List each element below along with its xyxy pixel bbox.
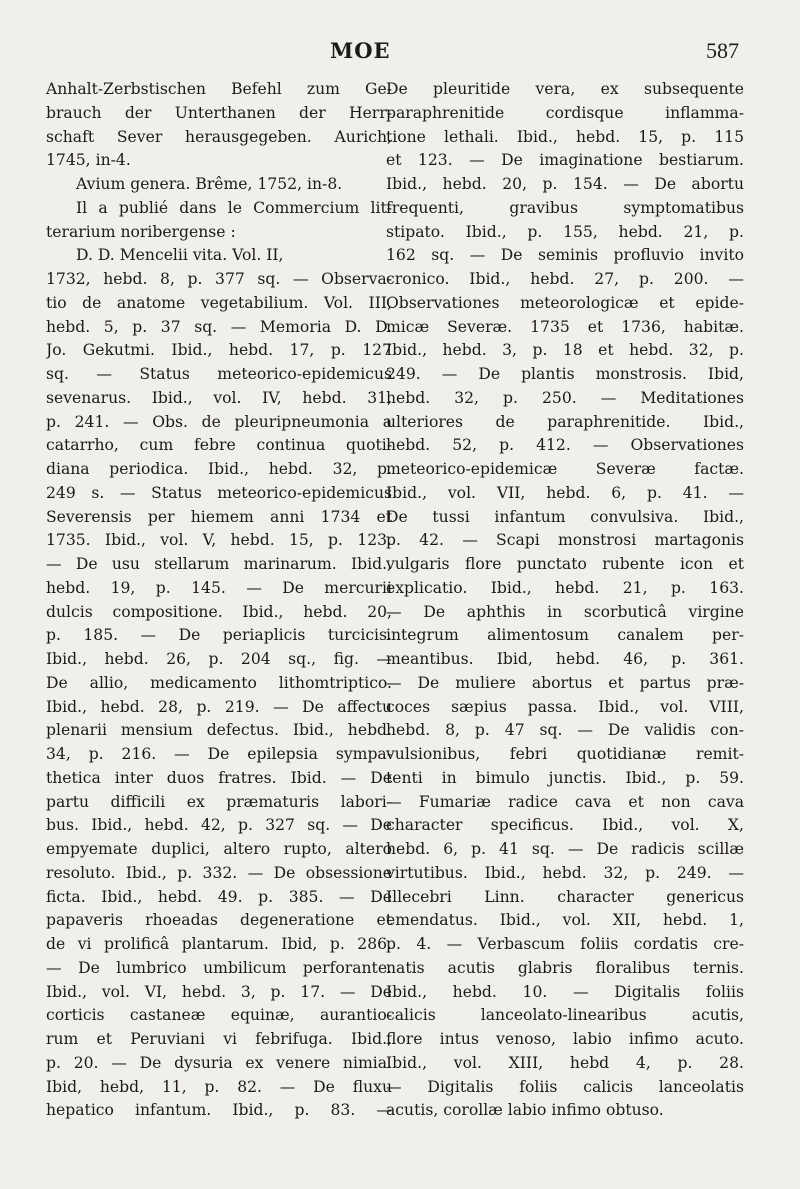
- text-line: papaveris rhoeadas degeneratione et: [46, 911, 392, 930]
- text-line: 249 s. — Status meteorico-epidemicus: [46, 483, 392, 502]
- text-line: natis acutis glabris floralibus ternis.: [386, 958, 744, 977]
- text-line: p. 42. — Scapi monstrosi martagonis: [386, 531, 744, 550]
- text-line: p. 241. — Obs. de pleuripneumonia a: [46, 412, 392, 431]
- text-line: Jo. Gekutmi. Ibid., hebd. 17, p. 127: [46, 341, 392, 360]
- text-line: emendatus. Ibid., vol. XII, hebd. 1,: [386, 911, 744, 930]
- head-word: MOE: [330, 38, 391, 63]
- text-line: de vi prolificâ plantarum. Ibid, p. 286.: [46, 935, 392, 953]
- text-line: calicis lanceolato-linearibus acutis,: [386, 1006, 744, 1025]
- text-line: — De muliere abortus et partus præ-: [386, 673, 744, 692]
- text-line: — De lumbrico umbilicum perforante.: [46, 958, 392, 977]
- text-line: hebd. 6, p. 41 sq. — De radicis scillæ: [386, 840, 744, 858]
- text-line: coces sæpius passa. Ibid., vol. VIII,: [386, 697, 744, 716]
- text-line: corticis castaneæ equinæ, aurantio-: [46, 1006, 392, 1025]
- text-line: terarium noribergense :: [46, 222, 236, 241]
- text-line: Il a publié dans le Commercium lit-: [76, 198, 392, 217]
- page-number: 587: [706, 38, 739, 63]
- text-line: — Fumariæ radice cava et non cava: [386, 792, 744, 811]
- text-line: hebd. 32, p. 250. — Meditationes: [386, 388, 744, 407]
- text-line: acutis, corollæ labio infimo obtuso.: [386, 1101, 664, 1120]
- text-line: Ibid., vol. VI, hebd. 3, p. 17. — De: [46, 982, 392, 1001]
- text-line: Severensis per hiemem anni 1734 et: [46, 507, 392, 526]
- text-line: tione lethali. Ibid., hebd. 15, p. 115: [386, 127, 744, 146]
- text-line: plenarii mensium defectus. Ibid., hebd.: [46, 721, 392, 740]
- text-line: sevenarus. Ibid., vol. IV, hebd. 31,: [46, 388, 392, 407]
- text-line: paraphrenitide cordisque inflamma-: [386, 103, 744, 122]
- text-line: frequenti, gravibus symptomatibus: [386, 198, 744, 217]
- text-line: p. 20. — De dysuria ex venere nimia.: [46, 1053, 392, 1072]
- text-line: Illecebri Linn. character genericus: [386, 887, 744, 906]
- text-line: 1732, hebd. 8, p. 377 sq. — Observa-: [46, 270, 392, 288]
- text-line: hebd. 8, p. 47 sq. — De validis con-: [386, 721, 744, 740]
- text-line: — Digitalis foliis calicis lanceolatis: [386, 1077, 744, 1096]
- text-line: 1735. Ibid., vol. V, hebd. 15, p. 123.: [46, 531, 392, 550]
- text-line: 1745, in-4.: [46, 151, 131, 170]
- text-line: Ibid., hebd. 26, p. 204 sq., fig. —: [46, 650, 392, 668]
- text-line: De tussi infantum convulsiva. Ibid.,: [386, 507, 744, 526]
- text-line: D. D. Mencelii vita. Vol. II,: [76, 246, 284, 265]
- text-line: Ibid., hebd. 28, p. 219. — De affectu: [46, 697, 392, 716]
- text-line: thetica inter duos fratres. Ibid. — De: [46, 768, 392, 787]
- text-line: De allio, medicamento lithomtriptico.: [46, 673, 392, 692]
- text-line: explicatio. Ibid., hebd. 21, p. 163.: [386, 578, 744, 597]
- text-line: schaft Sever herausgegeben. Aurich,: [46, 127, 392, 146]
- text-line: tio de anatome vegetabilium. Vol. III,: [46, 293, 392, 312]
- text-line: character specificus. Ibid., vol. X,: [386, 816, 744, 835]
- text-line: Avium genera. Brême, 1752, in-8.: [76, 175, 343, 193]
- text-line: resoluto. Ibid., p. 332. — De obsessione: [46, 863, 392, 882]
- text-line: hepatico infantum. Ibid., p. 83. —: [46, 1101, 392, 1120]
- text-line: p. 185. — De periaplicis turcicis.: [46, 626, 392, 645]
- text-line: — De aphthis in scorbuticâ virgine: [386, 602, 744, 621]
- text-line: Ibid., hebd. 10. — Digitalis foliis: [386, 982, 744, 1001]
- text-line: dulcis compositione. Ibid., hebd. 20,: [46, 602, 392, 621]
- text-line: ficta. Ibid., hebd. 49. p. 385. — De: [46, 887, 392, 906]
- text-line: 249. — De plantis monstrosis. Ibid,: [386, 365, 744, 383]
- text-line: Ibid, hebd, 11, p. 82. — De fluxu: [46, 1077, 392, 1096]
- text-line: virtutibus. Ibid., hebd. 32, p. 249. —: [386, 863, 744, 882]
- text-line: Ibid., vol. XIII, hebd 4, p. 28.: [386, 1053, 744, 1072]
- running-head: [0, 38, 800, 74]
- text-line: 34, p. 216. — De epilepsia sympa-: [46, 745, 392, 763]
- text-line: vulsionibus, febri quotidianæ remit-: [386, 745, 744, 763]
- right-text-column: [386, 78, 744, 1123]
- text-line: hebd. 52, p. 412. — Observationes: [386, 436, 744, 455]
- text-line: Ibid., hebd. 3, p. 18 et hebd. 32, p.: [386, 341, 744, 360]
- text-line: Observationes meteorologicæ et epide-: [386, 293, 744, 312]
- text-line: p. 4. — Verbascum foliis cordatis cre-: [386, 935, 744, 953]
- text-line: rum et Peruviani vi febrifuga. Ibid.,: [46, 1030, 392, 1048]
- text-line: vulgaris flore punctato rubente icon et: [386, 555, 744, 573]
- text-line: Ibid., hebd. 20, p. 154. — De abortu: [386, 175, 744, 193]
- text-line: et 123. — De imaginatione bestiarum.: [386, 151, 744, 170]
- text-line: tenti in bimulo junctis. Ibid., p. 59.: [386, 768, 744, 787]
- text-line: 162 sq. — De seminis profluvio invito: [386, 246, 744, 265]
- text-line: De pleuritide vera, ex subsequente: [386, 80, 744, 98]
- text-line: bus. Ibid., hebd. 42, p. 327 sq. — De: [46, 816, 392, 835]
- text-line: flore intus venoso, labio infimo acuto.: [386, 1030, 744, 1048]
- text-line: micæ Severæ. 1735 et 1736, habitæ.: [386, 317, 744, 336]
- text-line: — De usu stellarum marinarum. Ibid.,: [46, 555, 392, 573]
- text-line: hebd. 19, p. 145. — De mercurii: [46, 578, 392, 597]
- text-line: Anhalt-Zerbstischen Befehl zum Ge-: [46, 80, 392, 98]
- text-line: ulteriores de paraphrenitide. Ibid.,: [386, 412, 744, 431]
- text-line: catarrho, cum febre continua quoti-: [46, 436, 392, 455]
- text-line: empyemate duplici, altero rupto, altero: [46, 840, 392, 858]
- text-line: meteorico-epidemicæ Severæ factæ.: [386, 460, 744, 478]
- text-line: integrum alimentosum canalem per-: [386, 626, 744, 645]
- text-line: stipato. Ibid., p. 155, hebd. 21, p.: [386, 222, 744, 241]
- text-line: diana periodica. Ibid., hebd. 32, p.: [46, 460, 392, 478]
- text-line: brauch der Unterthanen der Herr-: [46, 103, 392, 122]
- text-line: cronico. Ibid., hebd. 27, p. 200. —: [386, 270, 744, 288]
- text-line: Ibid., vol. VII, hebd. 6, p. 41. —: [386, 483, 744, 502]
- text-line: meantibus. Ibid, hebd. 46, p. 361.: [386, 650, 744, 668]
- text-line: hebd. 5, p. 37 sq. — Memoria D. D.: [46, 317, 392, 336]
- text-line: partu difficili ex præmaturis labori-: [46, 792, 392, 811]
- text-line: sq. — Status meteorico-epidemicus: [46, 365, 392, 383]
- left-text-column: [46, 78, 392, 1123]
